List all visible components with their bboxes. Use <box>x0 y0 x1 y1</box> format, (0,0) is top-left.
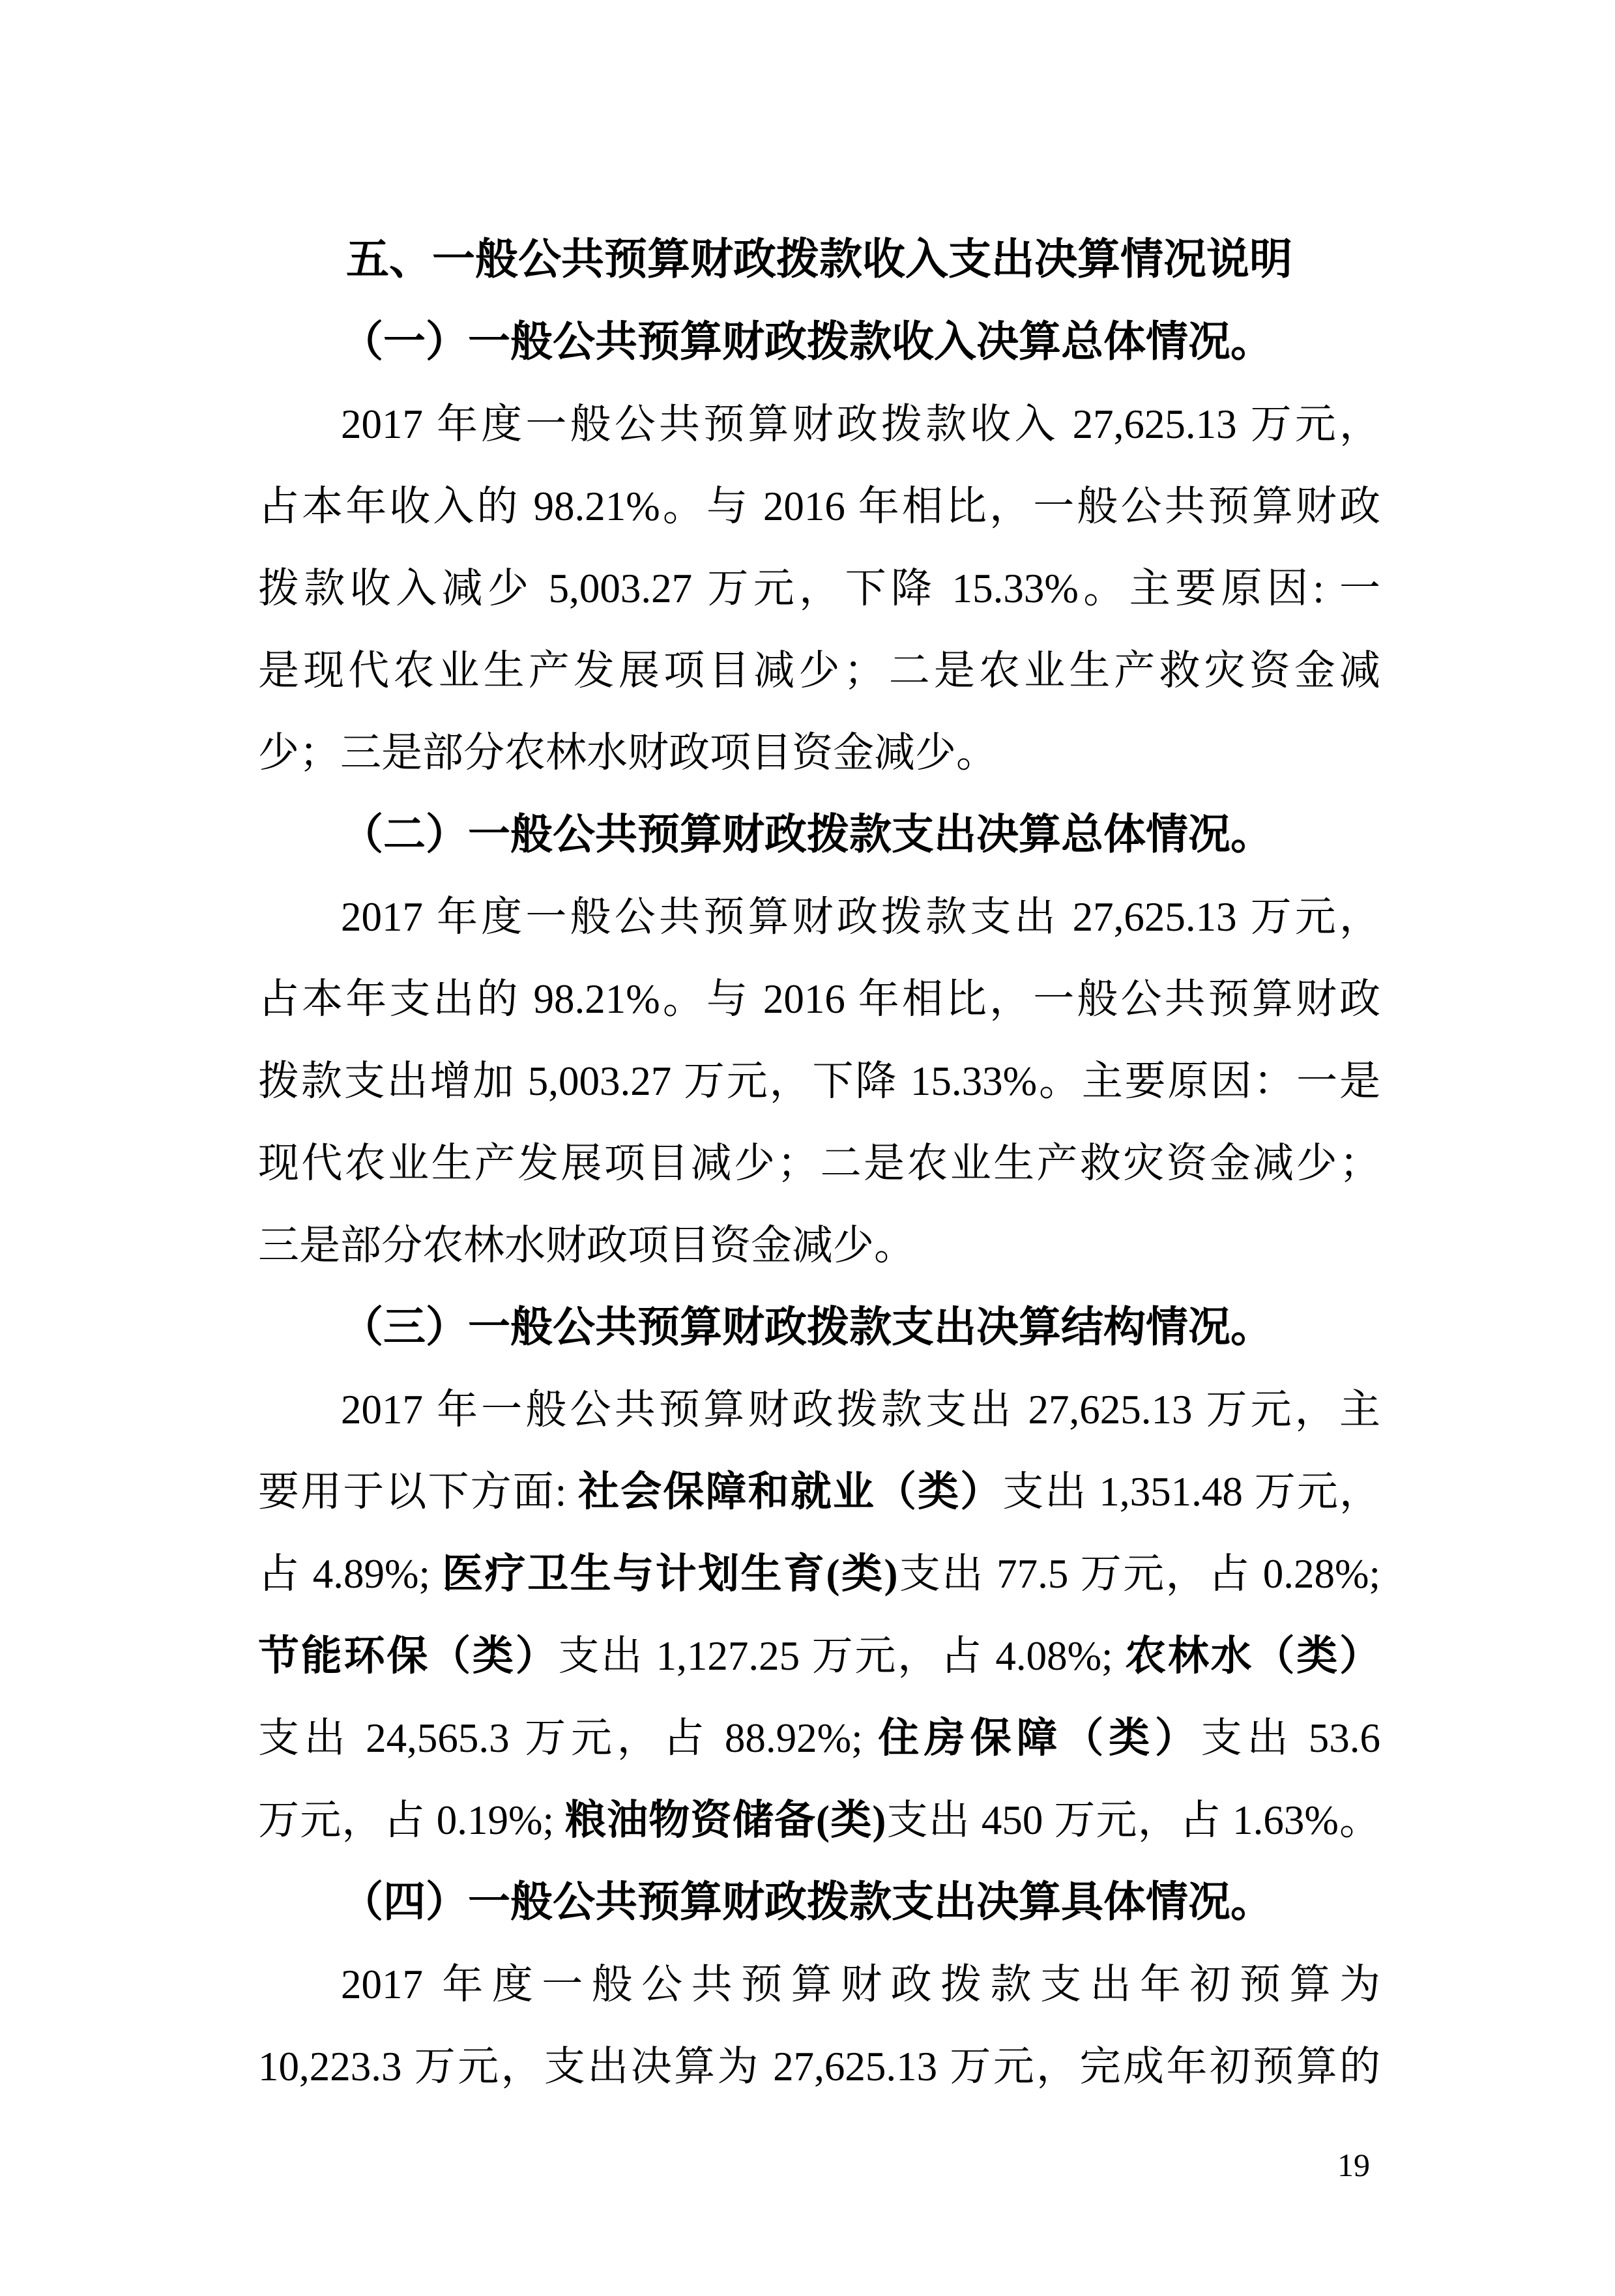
text-segment: 占本年收入的 98.21%。与 2016 年相比，一般公共预算财政 <box>258 484 1380 529</box>
text-segment: 占 4.89%; <box>258 1551 443 1597</box>
bold-text-segment: 节能环保（类） <box>258 1633 559 1679</box>
text-segment: 10,223.3 万元，支出决算为 27,625.13 万元，完成年初预算的 <box>258 2044 1380 2089</box>
section-heading <box>258 1286 1380 1369</box>
text-line <box>258 1697 1380 1779</box>
bold-text-segment: （一）一般公共预算财政拨款收入决算总体情况。 <box>341 319 1273 366</box>
bold-text-segment: 社会保障和就业（类） <box>578 1469 1003 1515</box>
text-line <box>258 1533 1380 1615</box>
text-line <box>258 1779 1380 1861</box>
document-lines <box>258 219 1380 2108</box>
section-heading <box>258 301 1380 383</box>
bold-text-segment: 农林水（类） <box>1125 1633 1381 1679</box>
page-number: 19 <box>1337 2147 1370 2183</box>
text-segment: 支出 77.5 万元，占 0.28%; <box>897 1551 1381 1597</box>
bold-text-segment: （二）一般公共预算财政拨款支出决算总体情况。 <box>341 811 1273 858</box>
text-segment: 拨款收入减少 5,003.27 万元，下降 15.33%。主要原因: 一 <box>258 566 1380 611</box>
text-segment: 现代农业生产发展项目减少；二是农业生产救灾资金减少； <box>258 1141 1380 1186</box>
bold-text-segment: 粮油物资储备(类) <box>564 1797 886 1843</box>
text-segment: 支出 53.6 <box>1200 1715 1381 1761</box>
text-segment: 占本年支出的 98.21%。与 2016 年相比，一般公共预算财政 <box>258 976 1380 1022</box>
section-heading <box>258 794 1380 876</box>
bold-text-segment: 医疗卫生与计划生育(类) <box>442 1551 898 1597</box>
bold-text-segment: （四）一般公共预算财政拨款支出决算具体情况。 <box>341 1879 1273 1926</box>
text-line <box>258 1369 1380 1451</box>
text-line <box>258 465 1380 547</box>
bold-text-segment: （三）一般公共预算财政拨款支出决算结构情况。 <box>341 1304 1273 1351</box>
text-segment: 支出 1,351.48 万元， <box>1002 1469 1380 1515</box>
text-segment: 支出 1,127.25 万元，占 4.08%; <box>558 1633 1126 1679</box>
bold-text-segment: 五、一般公共预算财政拨款收入支出决算情况说明 <box>346 236 1292 283</box>
text-segment: 要用于以下方面: <box>258 1469 579 1515</box>
bold-text-segment: 住房保障（类） <box>878 1715 1201 1761</box>
text-line <box>258 2026 1380 2108</box>
text-segment: 2017 年度一般公共预算财政拨款支出 27,625.13 万元， <box>341 894 1380 940</box>
section-heading <box>258 1861 1380 1943</box>
text-line <box>258 383 1380 465</box>
text-segment: 万元，占 0.19%; <box>258 1797 565 1843</box>
text-line <box>258 958 1380 1040</box>
text-line <box>258 1122 1380 1204</box>
text-line <box>258 1615 1380 1697</box>
text-line <box>258 1040 1380 1122</box>
text-segment: 支出 24,565.3 万元，占 88.92%; <box>258 1715 879 1761</box>
text-segment: 2017 年度一般公共预算财政拨款支出年初预算为 <box>341 1962 1380 2007</box>
text-line <box>258 547 1380 630</box>
text-segment: 三是部分农林水财政项目资金减少。 <box>258 1223 915 1268</box>
text-segment: 2017 年一般公共预算财政拨款支出 27,625.13 万元，主 <box>341 1387 1380 1432</box>
text-segment: 支出 450 万元，占 1.63%。 <box>886 1797 1380 1843</box>
text-line <box>258 1943 1380 2026</box>
document-title <box>258 219 1380 301</box>
text-line <box>258 1451 1380 1533</box>
text-segment: 拨款支出增加 5,003.27 万元，下降 15.33%。主要原因：一是 <box>258 1058 1380 1104</box>
text-line <box>258 630 1380 712</box>
text-line <box>258 712 1380 794</box>
text-segment: 少；三是部分农林水财政项目资金减少。 <box>258 730 997 776</box>
text-segment: 2017 年度一般公共预算财政拨款收入 27,625.13 万元， <box>341 401 1380 447</box>
text-line <box>258 876 1380 958</box>
text-segment: 是现代农业生产发展项目减少；二是农业生产救灾资金减 <box>258 648 1380 693</box>
text-line <box>258 1204 1380 1286</box>
